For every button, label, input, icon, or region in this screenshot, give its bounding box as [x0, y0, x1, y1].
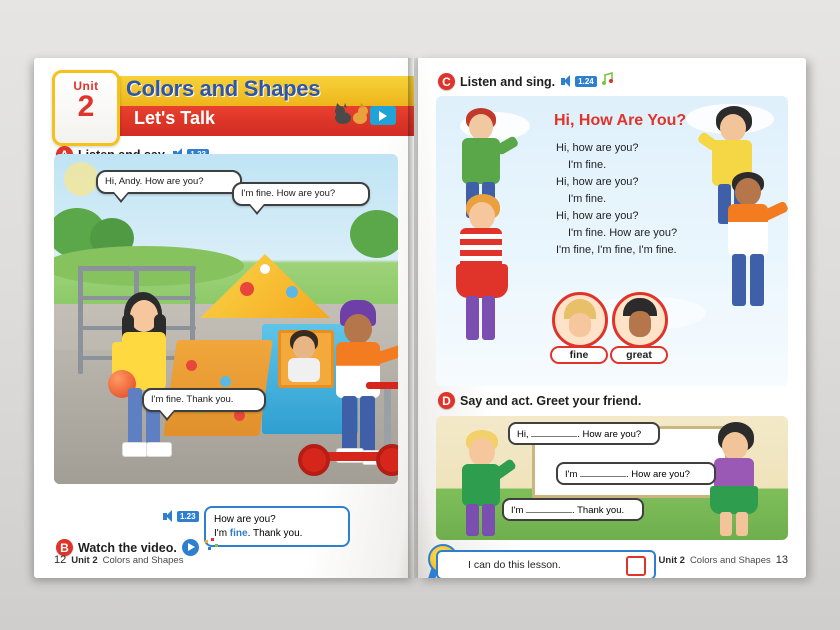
section-c: [438, 72, 618, 91]
unit-number: 2: [77, 90, 95, 123]
dialogue-1-post: . How are you?: [577, 429, 642, 440]
song-title: Hi, How Are You?: [554, 112, 687, 129]
face-card-great: [612, 292, 668, 348]
lyric-line: I'm fine.: [568, 193, 607, 206]
character-boy-classroom: [450, 430, 520, 540]
audio-icon-answer[interactable]: [162, 510, 199, 523]
answer-line-2-pre: I'm: [214, 527, 230, 539]
left-footer-unit: Unit 2: [71, 555, 98, 566]
answer-line-1: How are you?: [214, 514, 276, 525]
section-d-instruction: Say and act. Greet your friend.: [460, 393, 642, 408]
audio-icon-c[interactable]: [560, 75, 597, 88]
right-page-footer: [659, 554, 788, 566]
left-page-number: 12: [54, 554, 67, 566]
song-panel: [436, 96, 788, 386]
face-label-fine: fine: [550, 346, 608, 364]
answer-line-2-highlight: fine: [229, 527, 248, 539]
section-letter-c: C: [438, 73, 455, 90]
page-title: Colors and Shapes: [126, 76, 321, 101]
character-boy-orange: [720, 172, 788, 342]
hold-2: [220, 376, 231, 387]
section-c-instruction: Listen and sing.: [460, 74, 556, 89]
activity-panel: [436, 416, 788, 540]
unit-label: Unit: [73, 79, 99, 93]
left-page: [34, 58, 414, 578]
play-icon[interactable]: [182, 539, 199, 556]
section-d: [438, 392, 641, 409]
lyric-line: Hi, how are you?: [556, 176, 639, 189]
right-page-number: 13: [775, 554, 788, 566]
dialogue-3-blank[interactable]: [526, 503, 572, 513]
character-girl-red: [450, 194, 530, 354]
audio-track-c: 1.24: [575, 76, 597, 87]
dialogue-2-pre: I'm: [565, 469, 581, 480]
tree-right: [350, 210, 398, 258]
face-label-great: great: [610, 346, 668, 364]
right-page: [418, 58, 806, 578]
dialogue-3-post: . Thank you.: [572, 505, 625, 516]
speech-bubble-3: I'm fine. Thank you.: [142, 388, 266, 412]
music-notes-icon: [602, 72, 618, 91]
answer-line-2: [214, 527, 340, 541]
answer-line-2-post: . Thank you.: [247, 527, 303, 539]
speaker-icon-answer: [162, 510, 175, 523]
dialogue-3-pre: I'm: [511, 505, 527, 516]
sun: [64, 162, 98, 196]
dialogue-bubble-2: [556, 462, 716, 485]
section-b-instruction: Watch the video.: [78, 540, 177, 555]
can-do-statement[interactable]: [436, 550, 656, 578]
page-subtitle: Let's Talk: [134, 108, 215, 128]
playground-illustration: [54, 154, 398, 484]
left-footer-title: Colors and Shapes: [102, 555, 184, 566]
dialogue-1-pre: Hi,: [517, 429, 532, 440]
unit-badge: [52, 70, 120, 146]
roof-star: [260, 264, 270, 274]
character-girl-left: [110, 292, 180, 472]
speaker-icon-c: [560, 75, 573, 88]
song-lyrics: [556, 140, 677, 259]
open-book: [34, 58, 806, 578]
dialogue-2-blank[interactable]: [580, 467, 626, 477]
speech-bubble-2: I'm fine. How are you?: [232, 182, 370, 206]
roof-dot-2: [286, 286, 298, 298]
right-footer-title: Colors and Shapes: [689, 555, 771, 566]
dialogue-bubble-1: [508, 422, 660, 445]
section-letter-d: D: [438, 392, 455, 409]
answer-box: [204, 506, 350, 547]
section-letter-b: B: [56, 539, 73, 556]
left-page-header: [34, 66, 414, 142]
hold-1: [186, 360, 197, 371]
confetti-decoration: [204, 538, 220, 557]
dialogue-2-post: . How are you?: [626, 469, 690, 480]
lyric-line: Hi, how are you?: [556, 210, 639, 223]
lyric-line: I'm fine, I'm fine, I'm fine.: [556, 244, 677, 257]
dialogue-1-blank[interactable]: [531, 427, 577, 437]
cat-dog-illustration: [334, 102, 368, 126]
character-girl-classroom: [704, 422, 778, 540]
right-footer-unit: Unit 2: [658, 555, 685, 566]
roof-dot-1: [240, 282, 254, 296]
lyric-line: I'm fine.: [568, 159, 607, 172]
character-boy-window: [282, 330, 326, 384]
video-icon: [370, 106, 396, 125]
face-card-fine: [552, 292, 608, 348]
can-do-label: I can do this lesson.: [468, 559, 561, 571]
left-page-footer: [54, 554, 183, 566]
dialogue-bubble-3: [502, 498, 644, 521]
audio-track-answer: 1.23: [177, 511, 199, 522]
lyric-line: I'm fine. How are you?: [568, 227, 678, 240]
can-do-checkbox[interactable]: [626, 556, 646, 576]
lyric-line: Hi, how are you?: [556, 142, 639, 154]
speech-bubble-1: Hi, Andy. How are you?: [96, 170, 242, 194]
